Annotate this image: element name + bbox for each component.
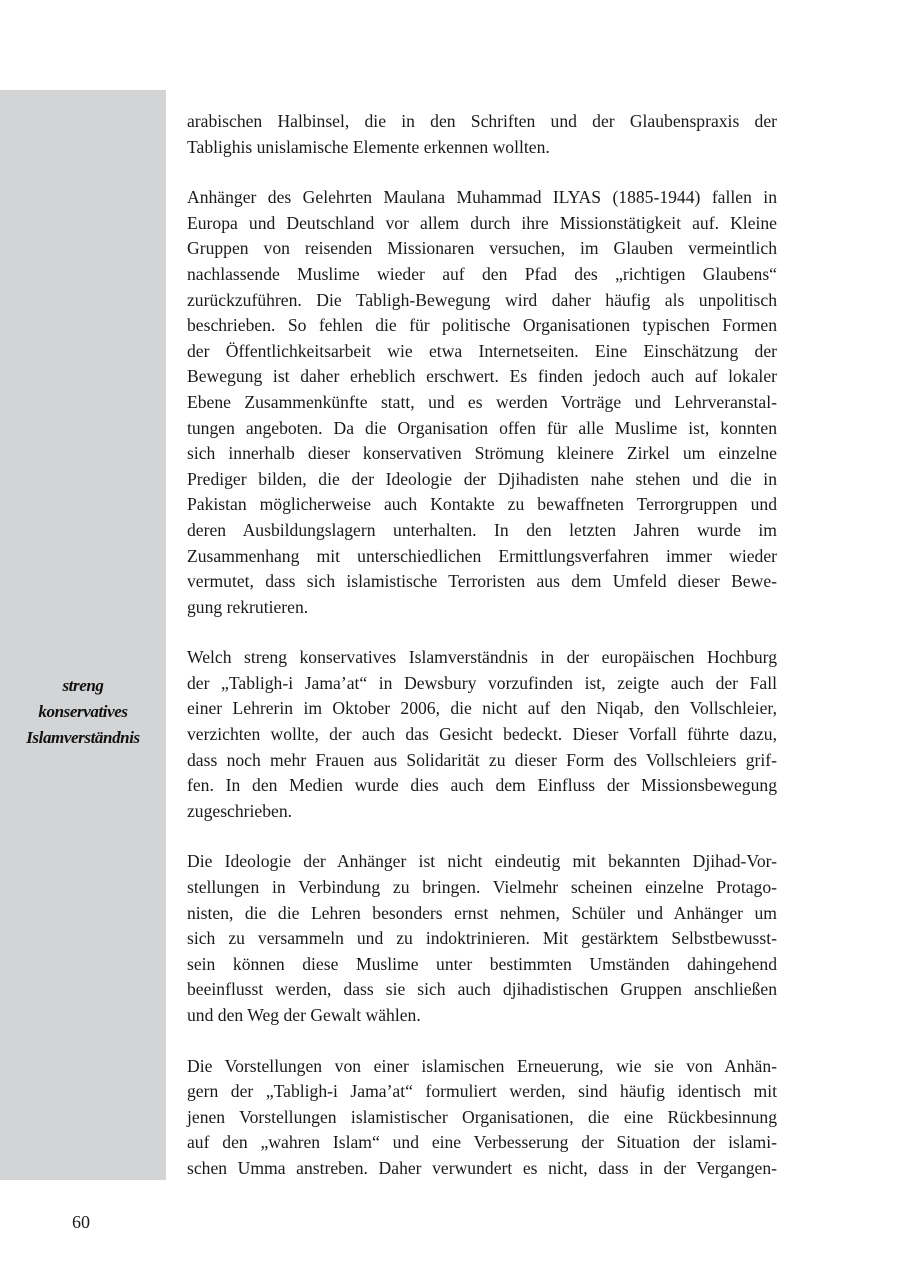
margin-note-line: streng bbox=[62, 676, 104, 695]
text-line: vermutet, dass sich islamistische Terroristen aus dem Umfeld dieser Bewe- bbox=[187, 571, 777, 592]
text-line: nisten, die die Lehren besonders ernst nehmen, Schüler und Anhänger um bbox=[187, 902, 777, 923]
text-line: Pakistan möglicherweise auch Kontakte zu bewaffneten Terrorgruppen und bbox=[187, 494, 777, 515]
text-line: beeinflusst werden, dass sie sich auch djihadistischen Gruppen anschließen bbox=[187, 979, 777, 1000]
margin-note-line: konservatives bbox=[38, 702, 128, 721]
paragraph bbox=[187, 109, 777, 160]
text-line: beschrieben. So fehlen die für politische Organisationen typischen Formen bbox=[187, 315, 777, 336]
text-line: Prediger bilden, die der Ideologie der Djihadisten nahe stehen und die in bbox=[187, 468, 777, 489]
text-line: sich innerhalb dieser konservativen Strömung kleinere Zirkel um einzelne bbox=[187, 443, 777, 464]
text-line: sein können diese Muslime unter bestimmten Umständen dahingehend bbox=[187, 953, 777, 974]
body-text bbox=[187, 109, 777, 1207]
text-line: deren Ausbildungslagern unterhalten. In den letzten Jahren wurde im bbox=[187, 519, 777, 540]
text-line: gung rekrutieren. bbox=[187, 596, 309, 617]
text-line: und den Weg der Gewalt wählen. bbox=[187, 1005, 421, 1025]
text-line: jenen Vorstellungen islamistischer Organisationen, die eine Rückbesinnung bbox=[187, 1106, 777, 1127]
text-line: zurückzuführen. Die Tabligh-Bewegung wird daher häufig als unpolitisch bbox=[187, 289, 777, 310]
text-line: verzichten wollte, der auch das Gesicht bedeckt. Dieser Vorfall führte dazu, bbox=[187, 724, 777, 745]
text-line: auf den „wahren Islam“ und eine Verbesserung der Situation der islami- bbox=[187, 1132, 777, 1153]
text-line: nachlassende Muslime wieder auf den Pfad des „richtigen Glaubens“ bbox=[187, 263, 777, 284]
margin-note bbox=[0, 673, 166, 751]
paragraph bbox=[187, 185, 777, 620]
text-line: gern der „Tabligh-i Jama’at“ formuliert werden, sind häufig identisch mit bbox=[187, 1081, 777, 1102]
text-line: Anhänger des Gelehrten Maulana Muhammad ILYAS (1885-1944) fallen in bbox=[187, 187, 777, 208]
margin-note-line: Islamverständnis bbox=[26, 728, 140, 747]
text-line: der Öffentlichkeitsarbeit wie etwa Internetseiten. Eine Einschätzung der bbox=[187, 340, 777, 361]
text-line: Bewegung ist daher erheblich erschwert. Es finden jedoch auch auf lokaler bbox=[187, 366, 777, 387]
text-line: zugeschrieben. bbox=[187, 800, 293, 821]
text-line: arabischen Halbinsel, die in den Schriften und der Glaubenspraxis der bbox=[187, 111, 777, 131]
text-line: Gruppen von reisenden Missionaren versuchen, im Glauben vermeintlich bbox=[187, 238, 777, 259]
text-line: sich zu versammeln und zu indoktrinieren. Mit gestärktem Selbstbewusst- bbox=[187, 928, 777, 949]
paragraph bbox=[187, 849, 777, 1028]
text-line: Ebene Zusammenkünfte statt, und es werden Vorträge und Lehrveranstal- bbox=[187, 391, 777, 412]
text-line: fen. In den Medien wurde dies auch dem Einfluss der Missionsbewegung bbox=[187, 775, 777, 796]
text-line: einer Lehrerin im Oktober 2006, die nicht auf den Niqab, den Vollschleier, bbox=[187, 698, 777, 719]
text-line: der „Tabligh-i Jama’at“ in Dewsbury vorzufinden ist, zeigte auch der Fall bbox=[187, 672, 777, 693]
paragraph bbox=[187, 1054, 777, 1182]
text-line: Die Vorstellungen von einer islamischen Erneuerung, wie sie von Anhän- bbox=[187, 1055, 777, 1076]
text-line: stellungen in Verbindung zu bringen. Vielmehr scheinen einzelne Protago- bbox=[187, 877, 777, 898]
text-line: Europa und Deutschland vor allem durch ihre Missionstätigkeit auf. Kleine bbox=[187, 212, 777, 233]
paragraph bbox=[187, 645, 777, 824]
text-line: schen Umma anstreben. Daher verwundert es nicht, dass in der Vergangen- bbox=[187, 1157, 777, 1178]
page-number: 60 bbox=[72, 1212, 90, 1232]
text-line: dass noch mehr Frauen aus Solidarität zu dieser Form des Vollschleiers grif- bbox=[187, 749, 777, 770]
text-line: Die Ideologie der Anhänger ist nicht eindeutig mit bekannten Djihad-Vor- bbox=[187, 851, 777, 872]
margin-sidebar bbox=[0, 90, 166, 1180]
text-line: Welch streng konservatives Islamverständnis in der europäischen Hochburg bbox=[187, 647, 777, 668]
text-line: tungen angeboten. Da die Organisation offen für alle Muslime ist, konnten bbox=[187, 417, 777, 438]
text-line: Tablighis unislamische Elemente erkennen wollten. bbox=[187, 136, 550, 157]
text-line: Zusammenhang mit unterschiedlichen Ermittlungsverfahren immer wieder bbox=[187, 545, 777, 566]
